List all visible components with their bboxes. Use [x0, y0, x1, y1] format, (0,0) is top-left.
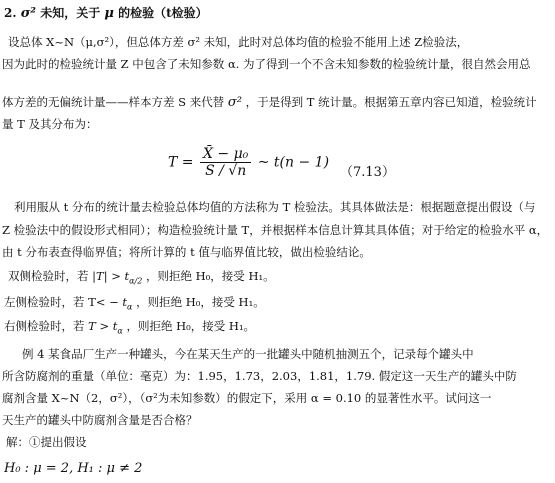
- formula-denominator: S / √n: [205, 163, 247, 179]
- example-line4: 天生产的罐头中防腐剂含量是否合格？: [2, 414, 198, 427]
- two-sided-rule: [8, 270, 555, 286]
- para1-line3-a: 体方差的无偏统计量——样本方差 S 来代替: [2, 95, 225, 109]
- left-sided-cond: t: [122, 296, 128, 309]
- solution-label: 解：①提出假设: [6, 436, 87, 449]
- example-line3: 腐剂含量 X~N（2，σ²），（σ²为未知参数）的假定下，采用 α = 0.10 的显著性水平。试问这一: [2, 392, 492, 405]
- left-sided-label: 左侧检验时，若 T< −: [4, 296, 119, 309]
- para1-line2: 因为此时的检验统计量 Z 中包含了未知参数 α. 为了得到一个不含未知参数的检验统计量，很自然会用总: [2, 58, 531, 71]
- formula-fraction: [200, 146, 251, 179]
- two-sided-label: 双侧检验时，若: [8, 270, 89, 283]
- example-line2: 所含防腐剂的重量（单位：毫克）为：1.95，1.73，2.03，1.81，1.79. 假定这一天生产的罐头中防: [2, 370, 517, 383]
- para1-line1: 设总体 X~N（μ,σ²），但总体方差 σ² 未知，此时对总体均值的检验不能用上述 Z检验法，: [8, 36, 469, 49]
- right-sided-rest: ，则拒绝 H₀，接受 H₁。: [126, 320, 256, 333]
- two-sided-cond: |T| > t: [92, 270, 130, 283]
- heading-text-2: 的检验（t检验）: [118, 6, 208, 20]
- left-sided-rule: [4, 296, 555, 312]
- section-heading: [4, 6, 555, 22]
- example-line1: 例 4 某食品厂生产一种罐头，今在某天生产的一批罐头中随机抽测五个，记录每个罐头中: [22, 348, 474, 361]
- right-sided-label: 右侧检验时，若: [4, 320, 85, 333]
- hypotheses: H₀ : μ = 2, H₁ : μ ≠ 2: [4, 461, 143, 476]
- para2-line1: 利用服从 t 分布的统计量去检验总体均值的方法称为 T 检验法。其具体做法是：根据题意提出假设（与: [14, 201, 536, 214]
- t-statistic-formula: [168, 146, 329, 190]
- formula-lhs: T =: [168, 154, 194, 171]
- two-sided-rest: ，则拒绝 H₀，接受 H₁。: [146, 270, 275, 283]
- right-sided-sub: α: [117, 326, 123, 336]
- heading-text-1: 未知，关于: [40, 6, 101, 20]
- equation-number: （7.13）: [340, 165, 395, 180]
- two-sided-sub: α/2: [129, 276, 143, 286]
- left-sided-rest: ，则拒绝 H₀，接受 H₁。: [136, 296, 265, 309]
- para2-line3: 由 t 分布表查得临界值；将所计算的 t 值与临界值比较，做出检验结论。: [2, 246, 371, 259]
- heading-number: 2.: [4, 6, 17, 20]
- heading-mu: μ: [104, 6, 114, 21]
- formula-numerator: X̄ − μ₀: [200, 146, 251, 163]
- right-sided-rule: [4, 320, 555, 336]
- left-sided-sub: α: [127, 302, 133, 312]
- para1-line3-b: ，于是得到 T 统计量。根据第五章内容已知道，检验统计: [245, 95, 537, 109]
- formula-rhs: ~ t(n − 1): [257, 154, 330, 171]
- para1-sigma: σ²: [227, 95, 242, 110]
- heading-sigma: σ²: [20, 6, 36, 21]
- para2-line2: Z 检验法中的假设形式相同）；构造检验统计量 T，并根据样本信息计算其具体值；对于给定的检验水平 α，: [2, 224, 549, 237]
- right-sided-cond: T > t: [88, 320, 118, 333]
- para1-line3: [2, 95, 555, 111]
- para1-line4: 量 T 及其分布为：: [2, 118, 98, 131]
